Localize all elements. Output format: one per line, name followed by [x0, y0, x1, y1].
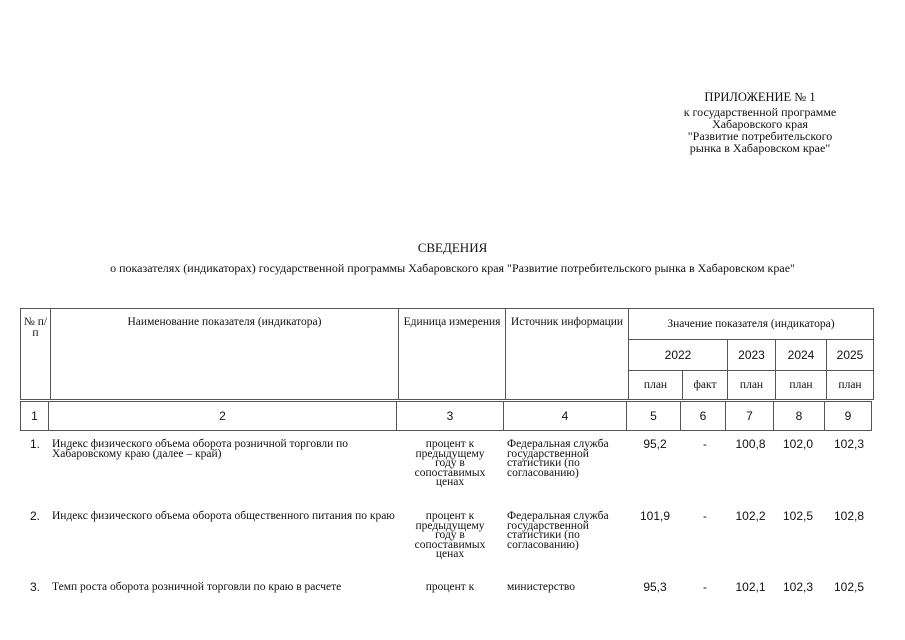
- row-value-2022-fact: -: [703, 437, 707, 451]
- header-fact: факт: [683, 371, 728, 400]
- column-number: 8: [774, 402, 825, 431]
- row-unit: процент к: [425, 581, 475, 593]
- row-name: Индекс физического объема оборота общественного питания по краю: [52, 510, 395, 522]
- row-value-2024-plan: 102,3: [782, 580, 814, 594]
- header-plan: план: [629, 371, 683, 400]
- row-number: 1.: [29, 437, 40, 451]
- row-unit: процент к предыдущему году в сопоставимых ценах: [414, 438, 486, 488]
- row-number: 2.: [29, 509, 40, 523]
- document-title: СВЕДЕНИЯ: [417, 240, 488, 255]
- row-unit: процент к предыдущему году в сопоставимых ценах: [414, 510, 486, 560]
- column-number: 5: [627, 402, 681, 431]
- row-value-2024-plan: 102,0: [782, 437, 814, 451]
- table-header: [20, 308, 874, 400]
- header-value: Значение показателя (индикатора): [629, 309, 874, 340]
- appendix-line: рынка в Хабаровском крае": [689, 141, 831, 155]
- appendix-line: к государственной программе: [683, 105, 837, 119]
- row-value-2022-plan: 95,2: [643, 437, 667, 451]
- column-number: 4: [504, 402, 627, 431]
- row-name: Темп роста оборота розничной торговли по краю в расчете: [52, 581, 342, 593]
- header-num: № п/п: [21, 309, 51, 400]
- header-plan: план: [728, 371, 776, 400]
- appendix-block: [640, 91, 880, 154]
- appendix-line: "Развитие потребительского: [687, 129, 833, 143]
- row-value-2025-plan: 102,3: [833, 437, 865, 451]
- row-source: министерство: [507, 581, 575, 593]
- row-value-2022-plan: 95,3: [643, 580, 667, 594]
- row-number: 3.: [29, 580, 40, 594]
- document-subtitle: о показателях (индикаторах) государственной программы Хабаровского края "Развитие потребительского рынка в Хабаровском крае": [110, 261, 795, 275]
- column-number: 7: [726, 402, 774, 431]
- column-numbers-row: [20, 401, 872, 431]
- row-value-2023-plan: 102,1: [735, 580, 766, 594]
- appendix-line: Хабаровского края: [712, 117, 808, 131]
- row-value-2025-plan: 102,8: [833, 509, 865, 523]
- row-value-2024-plan: 102,5: [782, 509, 814, 523]
- column-number: 3: [397, 402, 504, 431]
- row-value-2022-plan: 101,9: [639, 509, 671, 523]
- header-year-2024: 2024: [776, 340, 827, 371]
- header-unit: Единица измерения: [399, 309, 506, 400]
- row-value-2022-fact: -: [703, 509, 707, 523]
- row-value-2023-plan: 102,2: [735, 509, 766, 523]
- header-name: Наименование показателя (индикатора): [51, 309, 399, 400]
- header-plan: план: [776, 371, 827, 400]
- row-source: Федеральная служба государственной статистики (по согласованию): [507, 438, 609, 479]
- appendix-heading: ПРИЛОЖЕНИЕ № 1: [704, 90, 816, 104]
- row-source: Федеральная служба государственной статистики (по согласованию): [507, 510, 609, 551]
- row-value-2022-fact: -: [703, 580, 707, 594]
- column-number: 2: [49, 402, 397, 431]
- column-number: 1: [21, 402, 49, 431]
- column-number: 9: [825, 402, 872, 431]
- header-year-2022: 2022: [629, 340, 728, 371]
- header-source: Источник информации: [506, 309, 629, 400]
- header-year-2023: 2023: [728, 340, 776, 371]
- row-name: Индекс физического объема оборота розничной торговли по Хабаровскому краю (далее – край): [52, 438, 349, 460]
- row-value-2023-plan: 100,8: [735, 437, 766, 451]
- header-year-2025: 2025: [827, 340, 874, 371]
- row-value-2025-plan: 102,5: [833, 580, 865, 594]
- column-number: 6: [681, 402, 726, 431]
- header-plan: план: [827, 371, 874, 400]
